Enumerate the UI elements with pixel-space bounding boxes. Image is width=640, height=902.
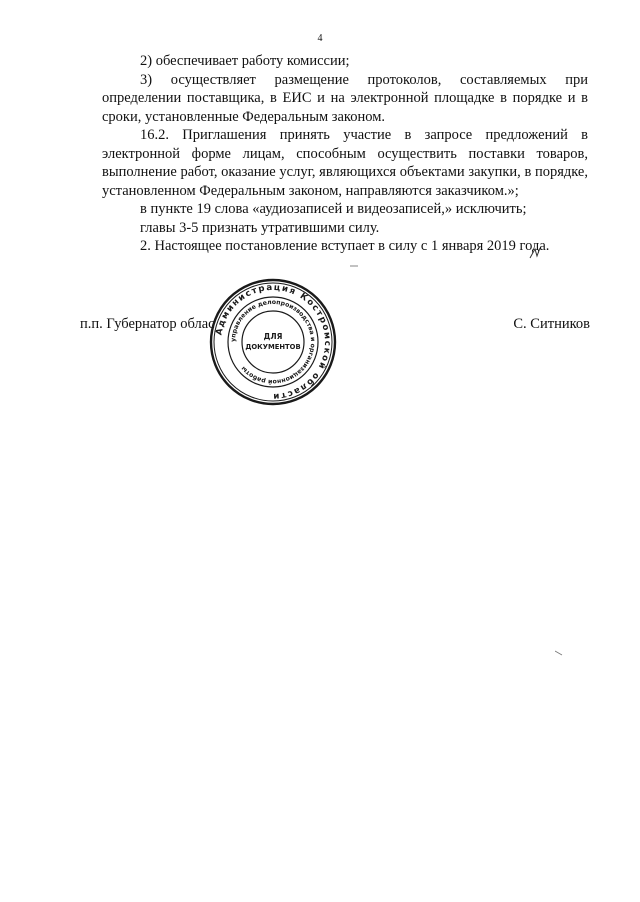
seal-center-line1: ДЛЯ: [263, 332, 283, 341]
paragraph: 2. Настоящее постановление вступает в силу с 1 января 2019 года.: [140, 238, 550, 254]
page-number: 4: [317, 33, 323, 44]
pen-mark: [528, 246, 542, 260]
paragraph: 3) осуществляет размещение протоколов, составляемых при определении поставщика, в ЕИС и на электронной площадке в порядке и в сроки, установленные Федеральным законом.: [102, 71, 588, 125]
official-seal-stamp: [208, 278, 338, 406]
seal-ring-text: Администрация Костромской области: [214, 282, 333, 402]
paragraph: 16.2. Приглашения принять участие в запросе предложений в электронной форме лицам, способным осуществить поставки товаров, выполнение работ, оказание услуг, являющихся объектами закупки, в порядке, установленном Федеральным законом, направляются заказчиком.»;: [102, 127, 588, 199]
scan-speck: [555, 650, 563, 656]
signatory-name: С. Ситников: [513, 316, 590, 332]
seal-outer-border: [211, 280, 335, 404]
paragraph: в пункте 19 слова «аудиозаписей и видеозаписей,» исключить;: [140, 201, 527, 217]
paragraph: 2) обеспечивает работу комиссии;: [140, 53, 350, 69]
seal-inner-border: [242, 311, 304, 373]
scan-speck: [350, 264, 358, 268]
body-text: [102, 52, 588, 256]
seal-center-line2: ДОКУМЕНТОВ: [245, 343, 301, 351]
seal-inner-ring-text: управление делопроизводства и организационной работы: [229, 298, 317, 386]
paragraph: главы 3-5 признать утратившими силу.: [140, 219, 380, 236]
signatory-title: п.п. Губернатор облас: [80, 316, 215, 332]
